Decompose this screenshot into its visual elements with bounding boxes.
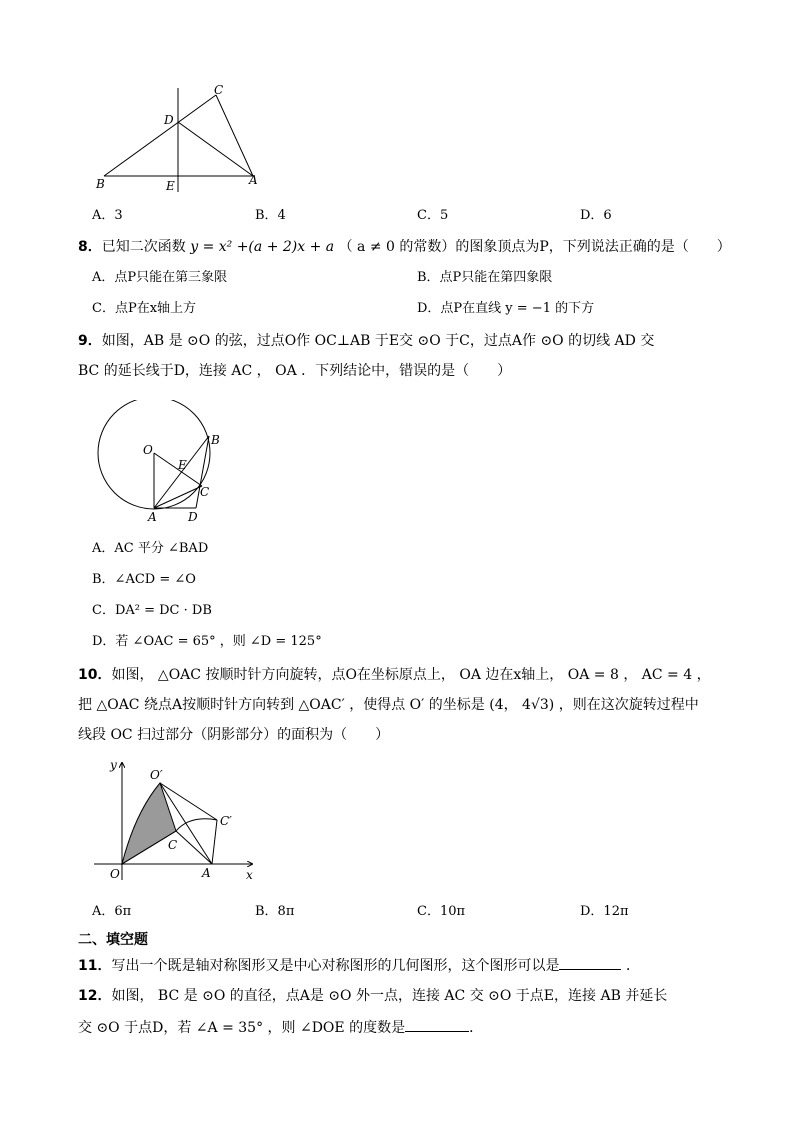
figure-q7 bbox=[90, 80, 280, 200]
label-C: C bbox=[168, 838, 178, 852]
label-C: C bbox=[200, 485, 210, 499]
label-E: E bbox=[178, 458, 187, 472]
q11-text: 写出一个既是轴对称图形又是中心对称图形的几何图形，这个图形可以是 bbox=[111, 958, 560, 974]
q12-stem-line2 bbox=[78, 1017, 483, 1038]
q8-option-b[interactable]: B．点P只能在第四象限 bbox=[417, 270, 553, 285]
label-D: D bbox=[188, 510, 198, 524]
label-O: O bbox=[143, 443, 153, 457]
q10-stem-line2: 把 △OAC 绕点A按顺时针方向转到 △OAC′ ，使得点 O′ 的坐标是 (4， 4√3) ，则在这次旋转过程中 bbox=[78, 697, 699, 713]
q7-option-b[interactable]: B．4 bbox=[255, 208, 286, 223]
label-B: B bbox=[96, 177, 105, 191]
q8-stem bbox=[78, 237, 731, 257]
line-CA bbox=[216, 95, 253, 176]
q9-option-b[interactable]: B．∠ACD = ∠O bbox=[92, 572, 196, 587]
q9-stem-line2: BC 的延长线于D，连接 AC ， OA ．下列结论中，错误的是（ ） bbox=[78, 363, 512, 379]
q8-option-c[interactable]: C．点P在x轴上方 bbox=[92, 301, 197, 316]
q12-line1: 如图， BC 是 ⊙O 的直径，点A是 ⊙O 外一点，连接 AC 交 ⊙O 于点E，连接 AB 并延长 bbox=[111, 988, 668, 1004]
question-number: 8． bbox=[78, 239, 102, 255]
label-D: D bbox=[164, 113, 174, 127]
q10-option-d[interactable]: D．12π bbox=[580, 904, 629, 919]
question-number: 12． bbox=[78, 988, 112, 1004]
label-x: x bbox=[246, 868, 253, 882]
q10-option-b[interactable]: B．8π bbox=[255, 904, 295, 919]
q8-option-a[interactable]: A．点P只能在第三象限 bbox=[92, 270, 228, 285]
q10-option-c[interactable]: C．10π bbox=[417, 904, 466, 919]
line-C1A bbox=[212, 820, 217, 864]
answer-blank[interactable] bbox=[559, 955, 621, 970]
q10-line1: 如图， △OAC 按顺时针方向旋转，点O在坐标原点上， OA 边在x轴上， OA = 8 ， AC = 4 ， bbox=[111, 667, 711, 683]
q7-option-d[interactable]: D．6 bbox=[580, 208, 612, 223]
label-O1: O′ bbox=[150, 768, 163, 782]
label-E: E bbox=[166, 179, 175, 193]
q9-option-c[interactable]: C．DA² = DC · DB bbox=[92, 603, 212, 618]
q12-line2: 交 ⊙O 于点D，若 ∠A = 35° ，则 ∠DOE 的度数是 bbox=[78, 1020, 406, 1036]
question-number: 10． bbox=[78, 667, 112, 683]
line-BC bbox=[104, 95, 216, 176]
answer-blank[interactable] bbox=[405, 1017, 469, 1032]
q8-option-d[interactable]: D．点P在直线 y = −1 的下方 bbox=[417, 301, 595, 316]
q9-option-a[interactable]: A．AC 平分 ∠BAD bbox=[92, 541, 209, 556]
line-AC bbox=[154, 486, 202, 508]
label-y: y bbox=[110, 758, 117, 772]
label-B: B bbox=[211, 433, 220, 447]
label-A: A bbox=[202, 866, 211, 880]
q11-stem bbox=[78, 955, 640, 976]
question-number: 9． bbox=[78, 333, 102, 349]
section-title: 二、填空题 bbox=[78, 932, 148, 948]
q10-stem-line3: 线段 OC 扫过部分（阴影部分）的面积为（ ） bbox=[78, 727, 390, 743]
q9-line1: 如图，AB 是 ⊙O 的弦，过点O作 OC⊥AB 于E交 ⊙O 于C，过点A作 ⊙O 的切线 AD 交 bbox=[101, 333, 655, 349]
q10-option-a[interactable]: A．6π bbox=[92, 904, 132, 919]
q11-end: ． bbox=[625, 958, 640, 974]
figure-q10 bbox=[90, 755, 265, 890]
q8-stem-a: 已知二次函数 bbox=[101, 239, 186, 255]
q7-option-c[interactable]: C．5 bbox=[417, 208, 449, 223]
q8-formula: y = x² +(a + 2)x + a bbox=[190, 239, 335, 255]
label-O: O bbox=[110, 867, 120, 881]
label-A: A bbox=[249, 173, 258, 187]
question-number: 11． bbox=[78, 958, 112, 974]
label-A: A bbox=[148, 510, 157, 524]
q9-stem-line1 bbox=[78, 331, 654, 351]
figure-q9 bbox=[88, 400, 238, 530]
line-DA bbox=[178, 122, 253, 176]
q12-end: ． bbox=[469, 1020, 484, 1036]
arc-C-C1 bbox=[176, 819, 217, 831]
q9-option-d[interactable]: D．若 ∠OAC = 65° ，则 ∠D = 125° bbox=[92, 634, 322, 649]
q10-stem-line1 bbox=[78, 665, 711, 685]
q12-stem-line1 bbox=[78, 986, 667, 1006]
label-C1: C′ bbox=[220, 814, 232, 828]
q7-option-a[interactable]: A．3 bbox=[92, 208, 123, 223]
label-C: C bbox=[214, 83, 224, 97]
q8-stem-b: （ a ≠ 0 的常数）的图象顶点为P，下列说法正确的是（ ） bbox=[338, 239, 731, 255]
